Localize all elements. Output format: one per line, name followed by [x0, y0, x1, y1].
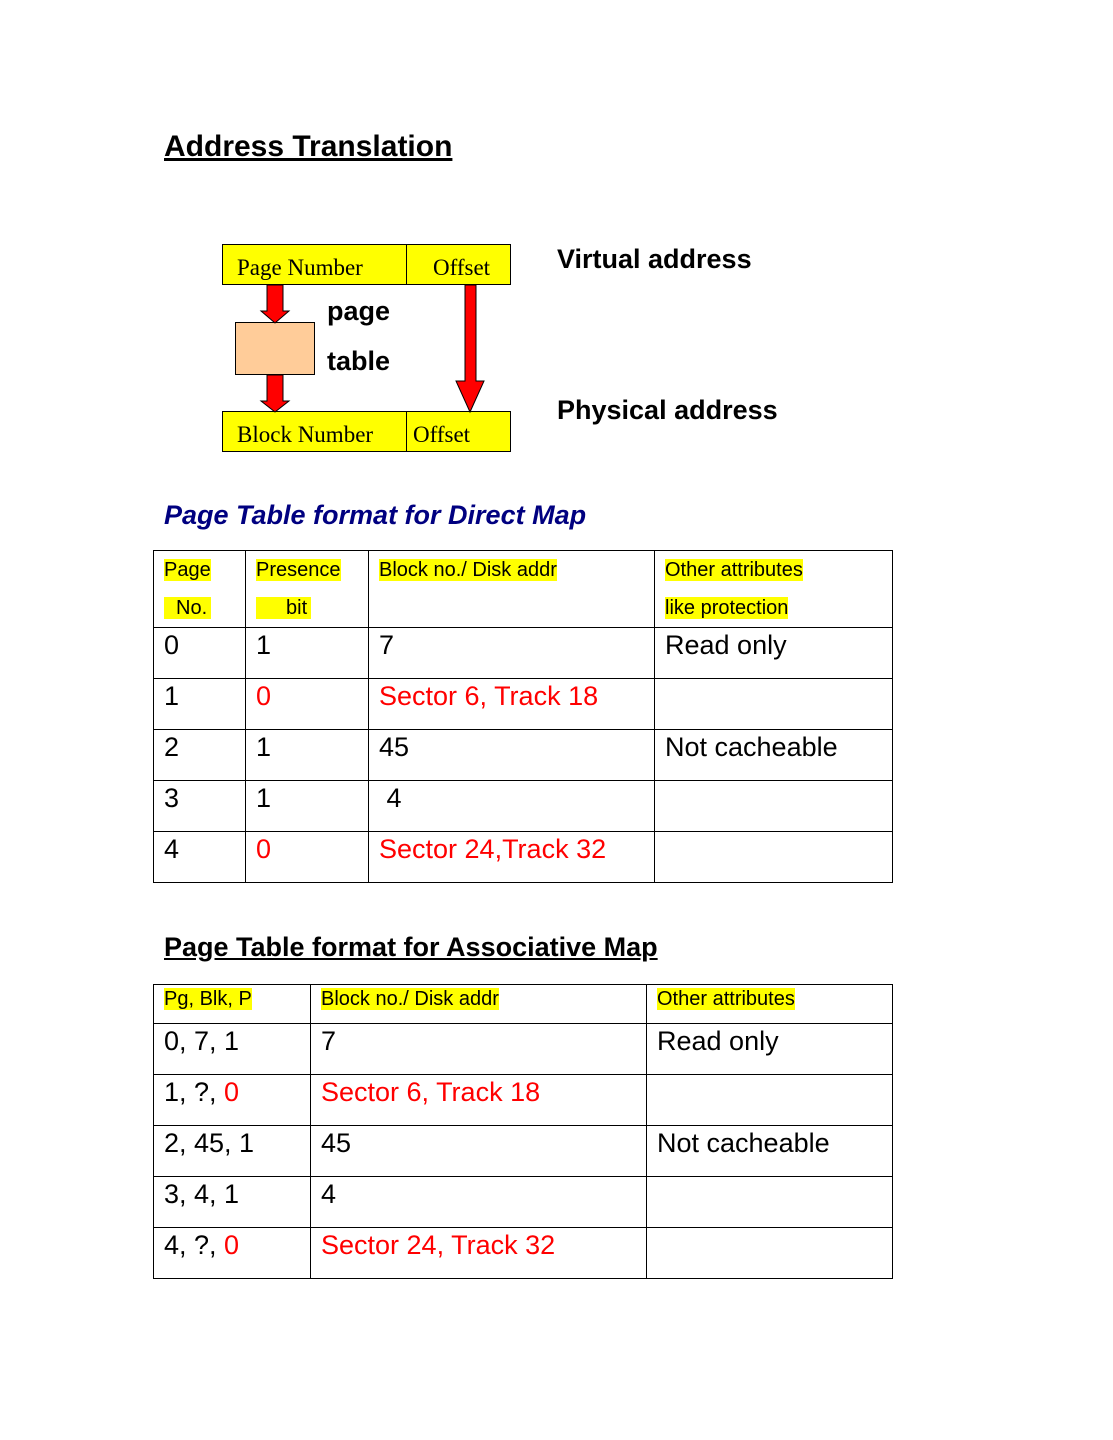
- table-row: [154, 1075, 893, 1126]
- cell-attr: [647, 1177, 893, 1228]
- table-header-row: [154, 985, 893, 1024]
- table-header-row: [154, 551, 893, 628]
- cell-attr: [647, 1075, 893, 1126]
- cell-block: 4: [369, 781, 655, 832]
- header-page-line2: No.: [164, 597, 211, 619]
- arrow-offset: [456, 285, 484, 412]
- header-other-attributes: [647, 985, 893, 1024]
- table-row: [154, 1024, 893, 1075]
- table-row: [154, 1177, 893, 1228]
- cell-page: 4: [154, 832, 246, 883]
- key-text: 3, 4, 1: [164, 1179, 240, 1209]
- cell-presence: 1: [246, 781, 369, 832]
- cell-attr: Not cacheable: [655, 730, 893, 781]
- table-label: table: [327, 346, 391, 376]
- cell-block: Sector 24,Track 32: [369, 832, 655, 883]
- cell-attr: Not cacheable: [647, 1126, 893, 1177]
- cell-key: [154, 1228, 311, 1279]
- cell-attr: [655, 679, 893, 730]
- cell-key: [154, 1126, 311, 1177]
- cell-block: 7: [311, 1024, 647, 1075]
- cell-page: 2: [154, 730, 246, 781]
- table-row: [154, 730, 893, 781]
- table-row: [154, 1126, 893, 1177]
- cell-attr: [655, 832, 893, 883]
- header-block-disk: [369, 551, 655, 628]
- header-block-text: Block no./ Disk addr: [321, 988, 499, 1010]
- page-title: Address Translation: [164, 130, 453, 163]
- cell-block: 45: [311, 1126, 647, 1177]
- associative-map-heading: Page Table format for Associative Map: [164, 932, 658, 962]
- table-row: [154, 679, 893, 730]
- cell-presence: 1: [246, 730, 369, 781]
- cell-key: [154, 1075, 311, 1126]
- cell-block: Sector 6, Track 18: [369, 679, 655, 730]
- cell-page: 3: [154, 781, 246, 832]
- table-row: [154, 1228, 893, 1279]
- arrow-to-page-table: [261, 285, 289, 323]
- page-label: page: [327, 296, 391, 326]
- header-attr-line1: Other attributes: [665, 559, 803, 581]
- offset-field-physical: Offset: [406, 411, 511, 452]
- cell-block: 4: [311, 1177, 647, 1228]
- physical-address-label: Physical address: [557, 395, 778, 425]
- header-pg-blk-p: [154, 985, 311, 1024]
- header-block-text: Block no./ Disk addr: [379, 559, 557, 581]
- header-block-disk: [311, 985, 647, 1024]
- header-presence-line1: Presence: [256, 559, 341, 581]
- header-presence-line2: bit: [256, 597, 311, 619]
- cell-page: 0: [154, 628, 246, 679]
- virtual-address-label: Virtual address: [557, 244, 752, 274]
- key-presence: 0: [224, 1230, 240, 1260]
- header-presence-bit: [246, 551, 369, 628]
- offset-field-virtual: Offset: [406, 244, 511, 285]
- header-other-attributes: [655, 551, 893, 628]
- header-attr-text: Other attributes: [657, 988, 795, 1010]
- cell-presence: 1: [246, 628, 369, 679]
- cell-key: [154, 1024, 311, 1075]
- header-page-line1: Page: [164, 559, 211, 581]
- table-row: [154, 781, 893, 832]
- cell-attr: Read only: [647, 1024, 893, 1075]
- table-row: [154, 832, 893, 883]
- cell-presence: 0: [246, 679, 369, 730]
- cell-page: 1: [154, 679, 246, 730]
- key-text: 4, ?,: [164, 1230, 225, 1260]
- key-text: 0, 7, 1: [164, 1026, 240, 1056]
- cell-presence: 0: [246, 832, 369, 883]
- cell-block: Sector 6, Track 18: [311, 1075, 647, 1126]
- associative-map-table: [153, 984, 893, 1279]
- page-number-field: Page Number: [222, 244, 407, 285]
- key-text: 1, ?,: [164, 1077, 225, 1107]
- cell-attr: [655, 781, 893, 832]
- key-presence: 0: [224, 1077, 240, 1107]
- table-row: [154, 628, 893, 679]
- arrow-to-block-number: [261, 375, 289, 412]
- header-key-text: Pg, Blk, P: [164, 988, 252, 1010]
- direct-map-table: [153, 550, 893, 883]
- direct-map-heading: Page Table format for Direct Map: [164, 500, 587, 530]
- cell-key: [154, 1177, 311, 1228]
- block-number-field: Block Number: [222, 411, 407, 452]
- key-text: 2, 45, 1: [164, 1128, 255, 1158]
- cell-attr: Read only: [655, 628, 893, 679]
- cell-attr: [647, 1228, 893, 1279]
- header-page-no: [154, 551, 246, 628]
- cell-block: Sector 24, Track 32: [311, 1228, 647, 1279]
- cell-block: 7: [369, 628, 655, 679]
- cell-block: 45: [369, 730, 655, 781]
- header-attr-line2: like protection: [665, 597, 789, 619]
